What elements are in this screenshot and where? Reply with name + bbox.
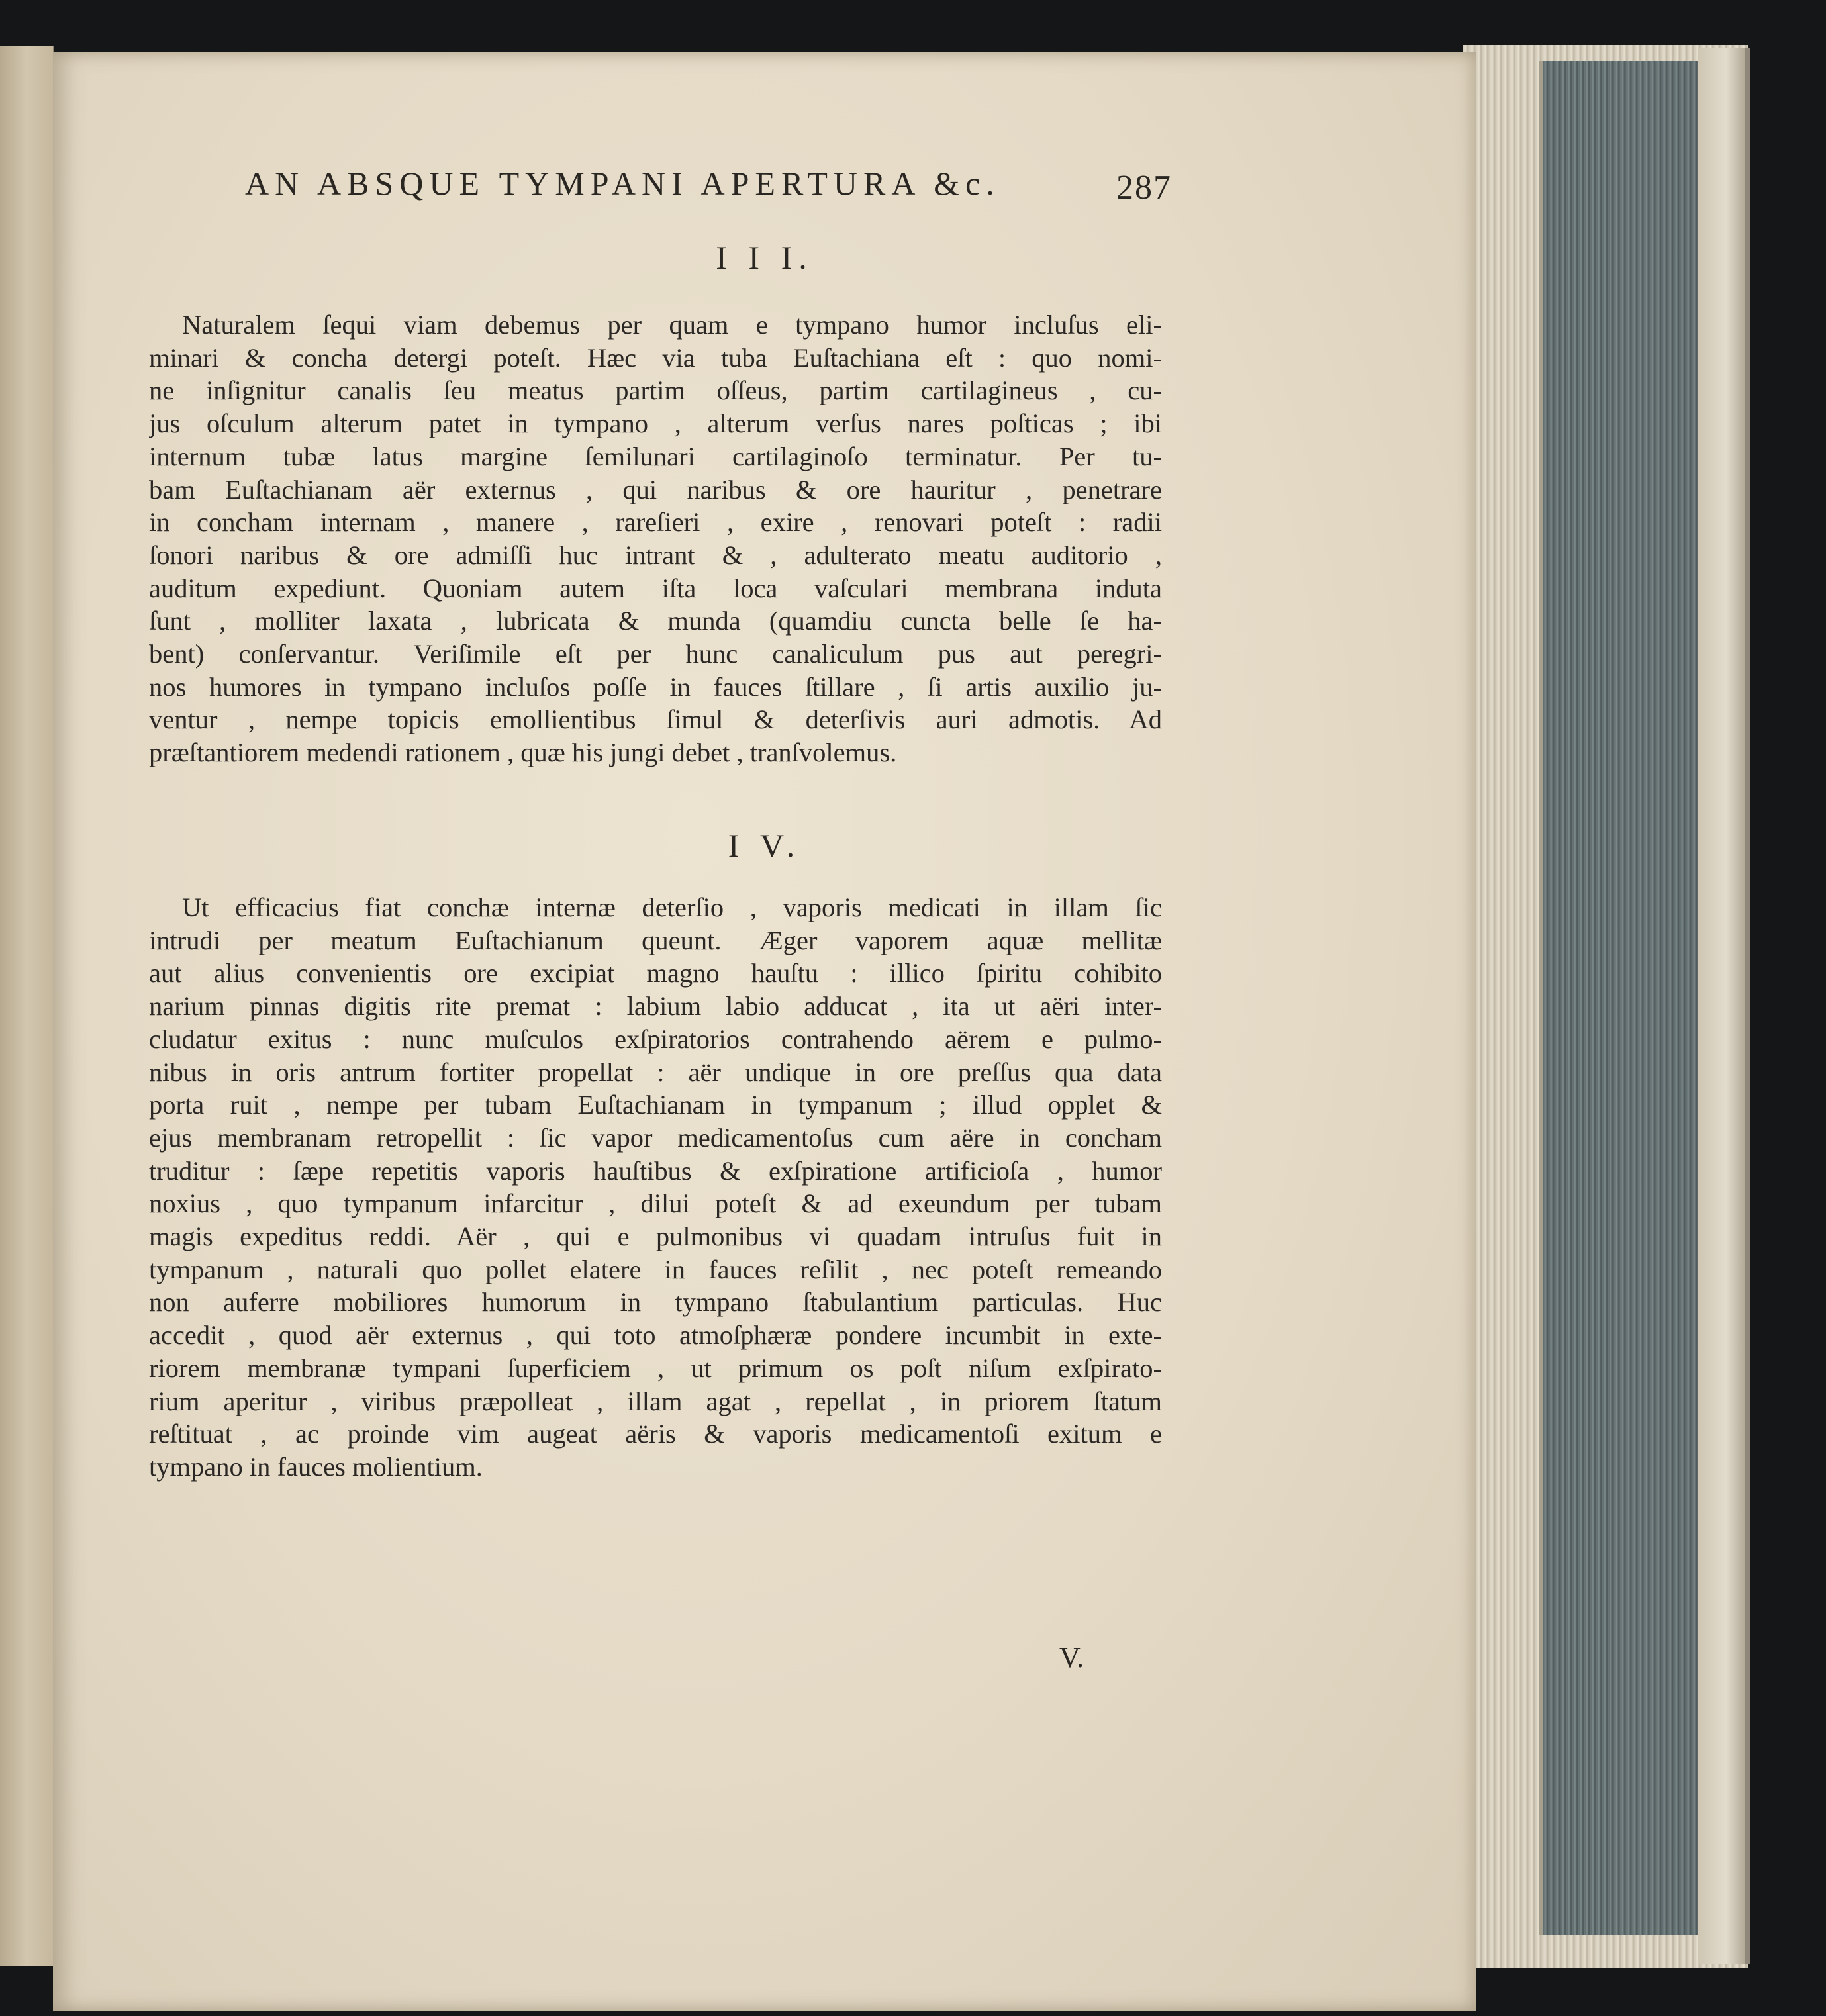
text-line: nos humores in tympano incluſos poſſe in fauces ſtillare , ſi artis auxilio ju- xyxy=(149,671,1162,702)
text-line: ventur , nempe topicis emollientibus ſimul & deterſivis auri admotis. Ad xyxy=(149,704,1162,735)
text-line: Ut efficacius fiat conchæ internæ deterſio , vaporis medicati in illam ſic xyxy=(182,892,1162,922)
page-number: 287 xyxy=(1116,169,1172,207)
text-line: ſunt , molliter laxata , lubricata & munda (quamdiu cuncta belle ſe ha- xyxy=(149,606,1162,636)
text-line: aut alius convenientis ore excipiat magno hauſtu : illico ſpiritu cohibito xyxy=(149,958,1162,988)
text-line: narium pinnas digitis rite premat : labium labio adducat , ita ut aëri inter- xyxy=(149,991,1162,1022)
text-line: intrudi per meatum Euſtachianum queunt. Æger vaporem aquæ mellitæ xyxy=(149,925,1162,955)
book-cover-edge xyxy=(1698,48,1750,1964)
text-line: ejus membranam retropellit : ſic vapor medicamentoſus cum aëre in concham xyxy=(149,1122,1162,1153)
text-line: nibus in oris antrum fortiter propellat : aër undique in ore preſſus qua data xyxy=(149,1057,1162,1087)
text-line: bent) conſervantur. Veriſimile eſt per hunc canaliculum pus aut peregri- xyxy=(149,639,1162,669)
text-line: truditur : ſæpe repetitis vaporis hauſtibus & exſpiratione artificioſa , humor xyxy=(149,1155,1162,1186)
text-line: jus oſculum alterum patet in tympano , alterum verſus nares poſticas ; ibi xyxy=(149,408,1162,439)
section-number-iv: I V. xyxy=(728,827,802,864)
text-line: ſonori naribus & ore admiſſi huc intrant & , adulterato meatu auditorio , xyxy=(149,540,1162,570)
text-line: ne inſignitur canalis ſeu meatus partim oſſeus, partim cartilagineus , cu- xyxy=(149,375,1162,406)
text-line: porta ruit , nempe per tubam Euſtachianam in tympanum ; illud opplet & xyxy=(149,1090,1162,1120)
text-line: riorem membranæ tympani ſuperficiem , ut primum os poſt niſum exſpirato- xyxy=(149,1353,1162,1383)
text-line: bam Euſtachianam aër externus , qui naribus & ore hauritur , penetrare xyxy=(149,474,1162,504)
text-line: auditum expediunt. Quoniam autem iſta loca vaſculari membrana induta xyxy=(149,573,1162,603)
text-line: rium aperitur , viribus præpolleat , illam agat , repellat , in priorem ſtatum xyxy=(149,1386,1162,1416)
text-line: non auferre mobiliores humorum in tympano ſtabulantium particulas. Huc xyxy=(149,1287,1162,1318)
book-fore-edge xyxy=(1539,61,1702,1935)
section-iii-paragraph xyxy=(149,309,1162,769)
text-line: in concham internam , manere , rareſieri , exire , renovari poteſt : radii xyxy=(149,507,1162,538)
text-line: internum tubæ latus margine ſemilunari cartilaginoſo terminatur. Per tu- xyxy=(149,441,1162,471)
text-line: tympanum , naturali quo pollet elatere in fauces reſilit , nec poteſt remeando xyxy=(149,1254,1162,1284)
facing-page-edge xyxy=(0,46,54,1966)
book-page xyxy=(53,52,1476,2011)
section-number-iii: I I I. xyxy=(716,239,814,276)
text-line: reſtituat , ac proinde vim augeat aëris & vaporis medicamentoſi exitum e xyxy=(149,1419,1162,1449)
text-line: præſtantiorem medendi rationem , quæ his jungi debet , tranſvolemus. xyxy=(149,738,897,768)
text-line: magis expeditus reddi. Aër , qui e pulmonibus vi quadam intruſus fuit in xyxy=(149,1222,1162,1252)
text-line: tympano in fauces molientium. xyxy=(149,1451,483,1482)
running-head xyxy=(245,164,1172,217)
running-head-title: AN ABSQUE TYMPANI APERTURA &c. xyxy=(245,165,1000,202)
text-line: cludatur exitus : nunc muſculos exſpiratorios contrahendo aërem e pulmo- xyxy=(149,1024,1162,1054)
text-line: noxius , quo tympanum infarcitur , dilui poteſt & ad exeundum per tubam xyxy=(149,1188,1162,1219)
text-line: accedit , quod aër externus , qui toto atmoſphæræ pondere incumbit in exte- xyxy=(149,1320,1162,1351)
section-iv-paragraph xyxy=(149,891,1162,1484)
text-line: minari & concha detergi poteſt. Hæc via tuba Euſtachiana eſt : quo nomi- xyxy=(149,342,1162,373)
catchword: V. xyxy=(1059,1641,1084,1674)
text-line: Naturalem ſequi viam debemus per quam e tympano humor incluſus eli- xyxy=(182,310,1162,340)
